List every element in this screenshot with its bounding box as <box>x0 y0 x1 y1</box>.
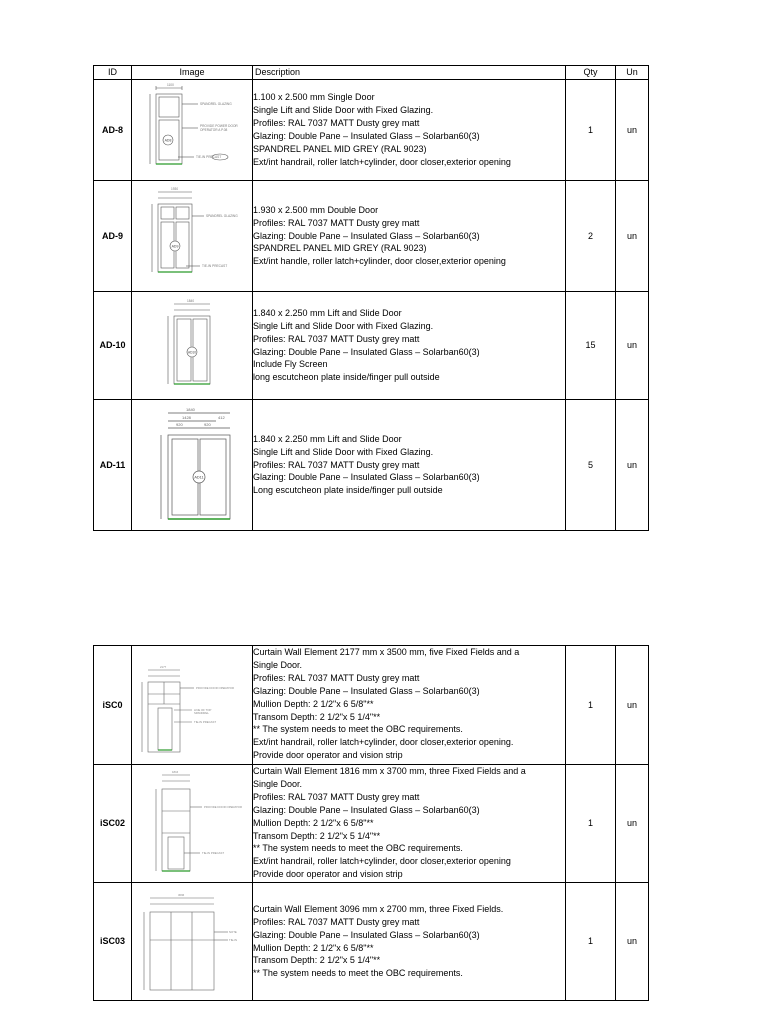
row-description <box>253 80 566 181</box>
desc-line: Provide door operator and vision strip <box>253 869 403 880</box>
curtain-wall-schedule-table <box>93 645 649 1001</box>
desc-line: Ext/int handrail, roller latch+cylinder, door closer,exterior opening <box>253 856 511 867</box>
svg-text:1100: 1100 <box>167 83 174 87</box>
svg-text:SPANDREL: SPANDREL <box>194 711 209 715</box>
table-row <box>94 883 649 1001</box>
row-qty: 5 <box>566 400 616 531</box>
desc-line: Profiles: RAL 7037 MATT Dusty grey matt <box>253 916 420 927</box>
door-drawing-ad8 <box>134 82 250 178</box>
door-schedule-table <box>93 65 649 531</box>
svg-text:LINE OF TOP: LINE OF TOP <box>194 708 212 712</box>
desc-line: Profiles: RAL 7037 MATT Dusty grey matt <box>253 217 420 228</box>
desc-line: Profiles: RAL 7037 MATT Dusty grey matt <box>253 118 420 129</box>
curtain-wall-drawing <box>132 765 253 883</box>
svg-text:920: 920 <box>176 422 183 427</box>
row-description <box>253 292 566 400</box>
desc-line: Provide door operator and vision strip <box>253 750 403 761</box>
drawing-tag: AD10 <box>188 350 196 354</box>
svg-text:PROVIDE DOOR OPERATOR: PROVIDE DOOR OPERATOR <box>196 686 234 690</box>
row-id: iSC0 <box>94 646 132 765</box>
table-header-row <box>94 66 649 80</box>
desc-line: 1.840 x 2.250 mm Lift and Slide Door <box>253 307 402 318</box>
desc-line: Glazing: Double Pane – Insulated Glass – Solarban60(3) <box>253 804 480 815</box>
row-id: AD-10 <box>94 292 132 400</box>
desc-line: long escutcheon plate inside/finger pull outside <box>253 372 440 383</box>
desc-line: SPANDREL PANEL MID GREY (RAL 9023) <box>253 143 427 154</box>
curtain-wall-drawing-isc01 <box>134 648 250 762</box>
desc-line: Curtain Wall Element 2177 mm x 3500 mm, five Fixed Fields and a <box>253 647 520 657</box>
svg-text:TIE-IN PRECAST: TIE-IN PRECAST <box>194 720 217 724</box>
desc-line: Ext/int handrail, roller latch+cylinder, door closer,exterior opening. <box>253 737 514 748</box>
row-id: AD-11 <box>94 400 132 531</box>
row-description <box>253 181 566 292</box>
desc-line: Glazing: Double Pane – Insulated Glass – Solarban60(3) <box>253 929 480 940</box>
curtain-wall-drawing-isc03 <box>134 886 250 998</box>
svg-text:1816: 1816 <box>172 769 179 774</box>
desc-line: 1.930 x 2.500 mm Double Door <box>253 204 379 215</box>
desc-line: Mullion Depth: 2 1/2"x 6 5/8"** <box>253 942 374 953</box>
curtain-wall-drawing <box>132 883 253 1001</box>
table-row <box>94 400 649 531</box>
door-drawing <box>132 80 253 181</box>
desc-line: Profiles: RAL 7037 MATT Dusty grey matt <box>253 791 420 802</box>
desc-line: Glazing: Double Pane – Insulated Glass – Solarban60(3) <box>253 230 480 241</box>
row-qty: 1 <box>566 765 616 883</box>
desc-line: Ext/int handrail, roller latch+cylinder, door closer,exterior opening <box>253 156 511 167</box>
desc-line: Transom Depth: 2 1/2"x 5 1/4"** <box>253 830 381 841</box>
door-drawing-ad10 <box>134 296 250 396</box>
desc-line: Include Fly Screen <box>253 359 328 370</box>
row-description <box>253 646 566 765</box>
table-row <box>94 765 649 883</box>
desc-line: Single Door. <box>253 778 303 789</box>
desc-line: Transom Depth: 2 1/2"x 5 1/4"** <box>253 955 381 966</box>
row-unit: un <box>616 80 649 181</box>
row-unit: un <box>616 883 649 1001</box>
row-description <box>253 765 566 883</box>
desc-line: Profiles: RAL 7037 MATT Dusty grey matt <box>253 672 420 683</box>
svg-text:NOTE: NOTE <box>229 929 237 934</box>
desc-line: Single Lift and Slide Door with Fixed Glazing. <box>253 105 434 116</box>
row-unit: un <box>616 292 649 400</box>
curtain-wall-drawing-isc02 <box>134 767 250 881</box>
svg-text:OPERATOR A P.08: OPERATOR A P.08 <box>200 128 228 132</box>
desc-line: Curtain Wall Element 3096 mm x 2700 mm, three Fixed Fields. <box>253 903 504 914</box>
door-drawing <box>132 181 253 292</box>
desc-line: ** The system needs to meet the OBC requirements. <box>253 968 463 979</box>
desc-line: Single Lift and Slide Door with Fixed Glazing. <box>253 320 434 331</box>
table-row <box>94 646 649 765</box>
desc-line: ** The system needs to meet the OBC requirements. <box>253 724 463 735</box>
desc-line: Curtain Wall Element 1816 mm x 3700 mm, three Fixed Fields and a <box>253 766 526 776</box>
header-id: ID <box>94 66 132 80</box>
desc-line: Mullion Depth: 2 1/2"x 6 5/8"** <box>253 698 374 709</box>
desc-line: Glazing: Double Pane – Insulated Glass – Solarban60(3) <box>253 472 480 483</box>
desc-line: Glazing: Double Pane – Insulated Glass – Solarban60(3) <box>253 346 480 357</box>
table-row <box>94 80 649 181</box>
svg-text:2177: 2177 <box>160 665 167 669</box>
row-unit: un <box>616 646 649 765</box>
drawing-tag: AD9 <box>171 244 179 249</box>
svg-text:1428: 1428 <box>182 415 191 420</box>
desc-line: ** The system needs to meet the OBC requirements. <box>253 843 463 854</box>
desc-line: 1.100 x 2.500 mm Single Door <box>253 92 375 103</box>
svg-text:TIE-IN PRECAST: TIE-IN PRECAST <box>196 155 222 159</box>
desc-line: Single Lift and Slide Door with Fixed Glazing. <box>253 446 434 457</box>
row-id: iSC02 <box>94 765 132 883</box>
door-drawing-ad11 <box>134 403 250 527</box>
door-drawing <box>132 292 253 400</box>
header-description: Description <box>253 66 566 80</box>
svg-text:PROVIDE DOOR OPERATOR: PROVIDE DOOR OPERATOR <box>204 804 242 809</box>
table-row <box>94 181 649 292</box>
svg-text:TIE-IN PRECAST: TIE-IN PRECAST <box>202 264 228 268</box>
svg-text:TIE-IN: TIE-IN <box>229 937 238 942</box>
svg-text:PROVIDE POWER DOOR: PROVIDE POWER DOOR <box>200 124 238 128</box>
table-row <box>94 292 649 400</box>
row-id: AD-9 <box>94 181 132 292</box>
drawing-tag: AD8 <box>164 138 172 143</box>
curtain-wall-drawing <box>132 646 253 765</box>
desc-line: Transom Depth: 2 1/2"x 5 1/4"** <box>253 711 381 722</box>
desc-line: Ext/int handle, roller latch+cylinder, door closer,exterior opening <box>253 256 506 267</box>
row-qty: 1 <box>566 883 616 1001</box>
svg-text:412: 412 <box>218 415 225 420</box>
svg-text:1840: 1840 <box>186 407 195 412</box>
row-unit: un <box>616 400 649 531</box>
header-qty: Qty <box>566 66 616 80</box>
desc-line: Single Door. <box>253 659 303 670</box>
desc-line: Glazing: Double Pane – Insulated Glass – Solarban60(3) <box>253 685 480 696</box>
desc-line: Long escutcheon plate inside/finger pull outside <box>253 485 443 496</box>
row-id: AD-8 <box>94 80 132 181</box>
row-description <box>253 883 566 1001</box>
svg-text:920: 920 <box>204 422 211 427</box>
svg-text:3096: 3096 <box>178 892 185 897</box>
row-qty: 1 <box>566 80 616 181</box>
row-description <box>253 400 566 531</box>
desc-line: Profiles: RAL 7037 MATT Dusty grey matt <box>253 333 420 344</box>
door-drawing <box>132 400 253 531</box>
row-qty: 15 <box>566 292 616 400</box>
drawing-tag: AD11 <box>194 475 204 480</box>
row-id: iSC03 <box>94 883 132 1001</box>
row-qty: 2 <box>566 181 616 292</box>
desc-line: SPANDREL PANEL MID GREY (RAL 9023) <box>253 243 427 254</box>
svg-text:SPANDREL GLAZING: SPANDREL GLAZING <box>200 102 232 106</box>
door-drawing-ad9 <box>134 184 250 288</box>
svg-text:SPANDREL GLAZING: SPANDREL GLAZING <box>206 214 238 218</box>
row-qty: 1 <box>566 646 616 765</box>
header-un: Un <box>616 66 649 80</box>
header-image: Image <box>132 66 253 80</box>
svg-text:1840: 1840 <box>187 298 195 303</box>
svg-text:TIE-IN PRECAST: TIE-IN PRECAST <box>202 850 225 855</box>
desc-line: Glazing: Double Pane – Insulated Glass – Solarban60(3) <box>253 131 480 141</box>
row-unit: un <box>616 765 649 883</box>
desc-line: Mullion Depth: 2 1/2"x 6 5/8"** <box>253 817 374 828</box>
row-unit: un <box>616 181 649 292</box>
svg-text:1930: 1930 <box>171 187 179 191</box>
desc-line: Profiles: RAL 7037 MATT Dusty grey matt <box>253 459 420 470</box>
desc-line: 1.840 x 2.250 mm Lift and Slide Door <box>253 433 402 444</box>
